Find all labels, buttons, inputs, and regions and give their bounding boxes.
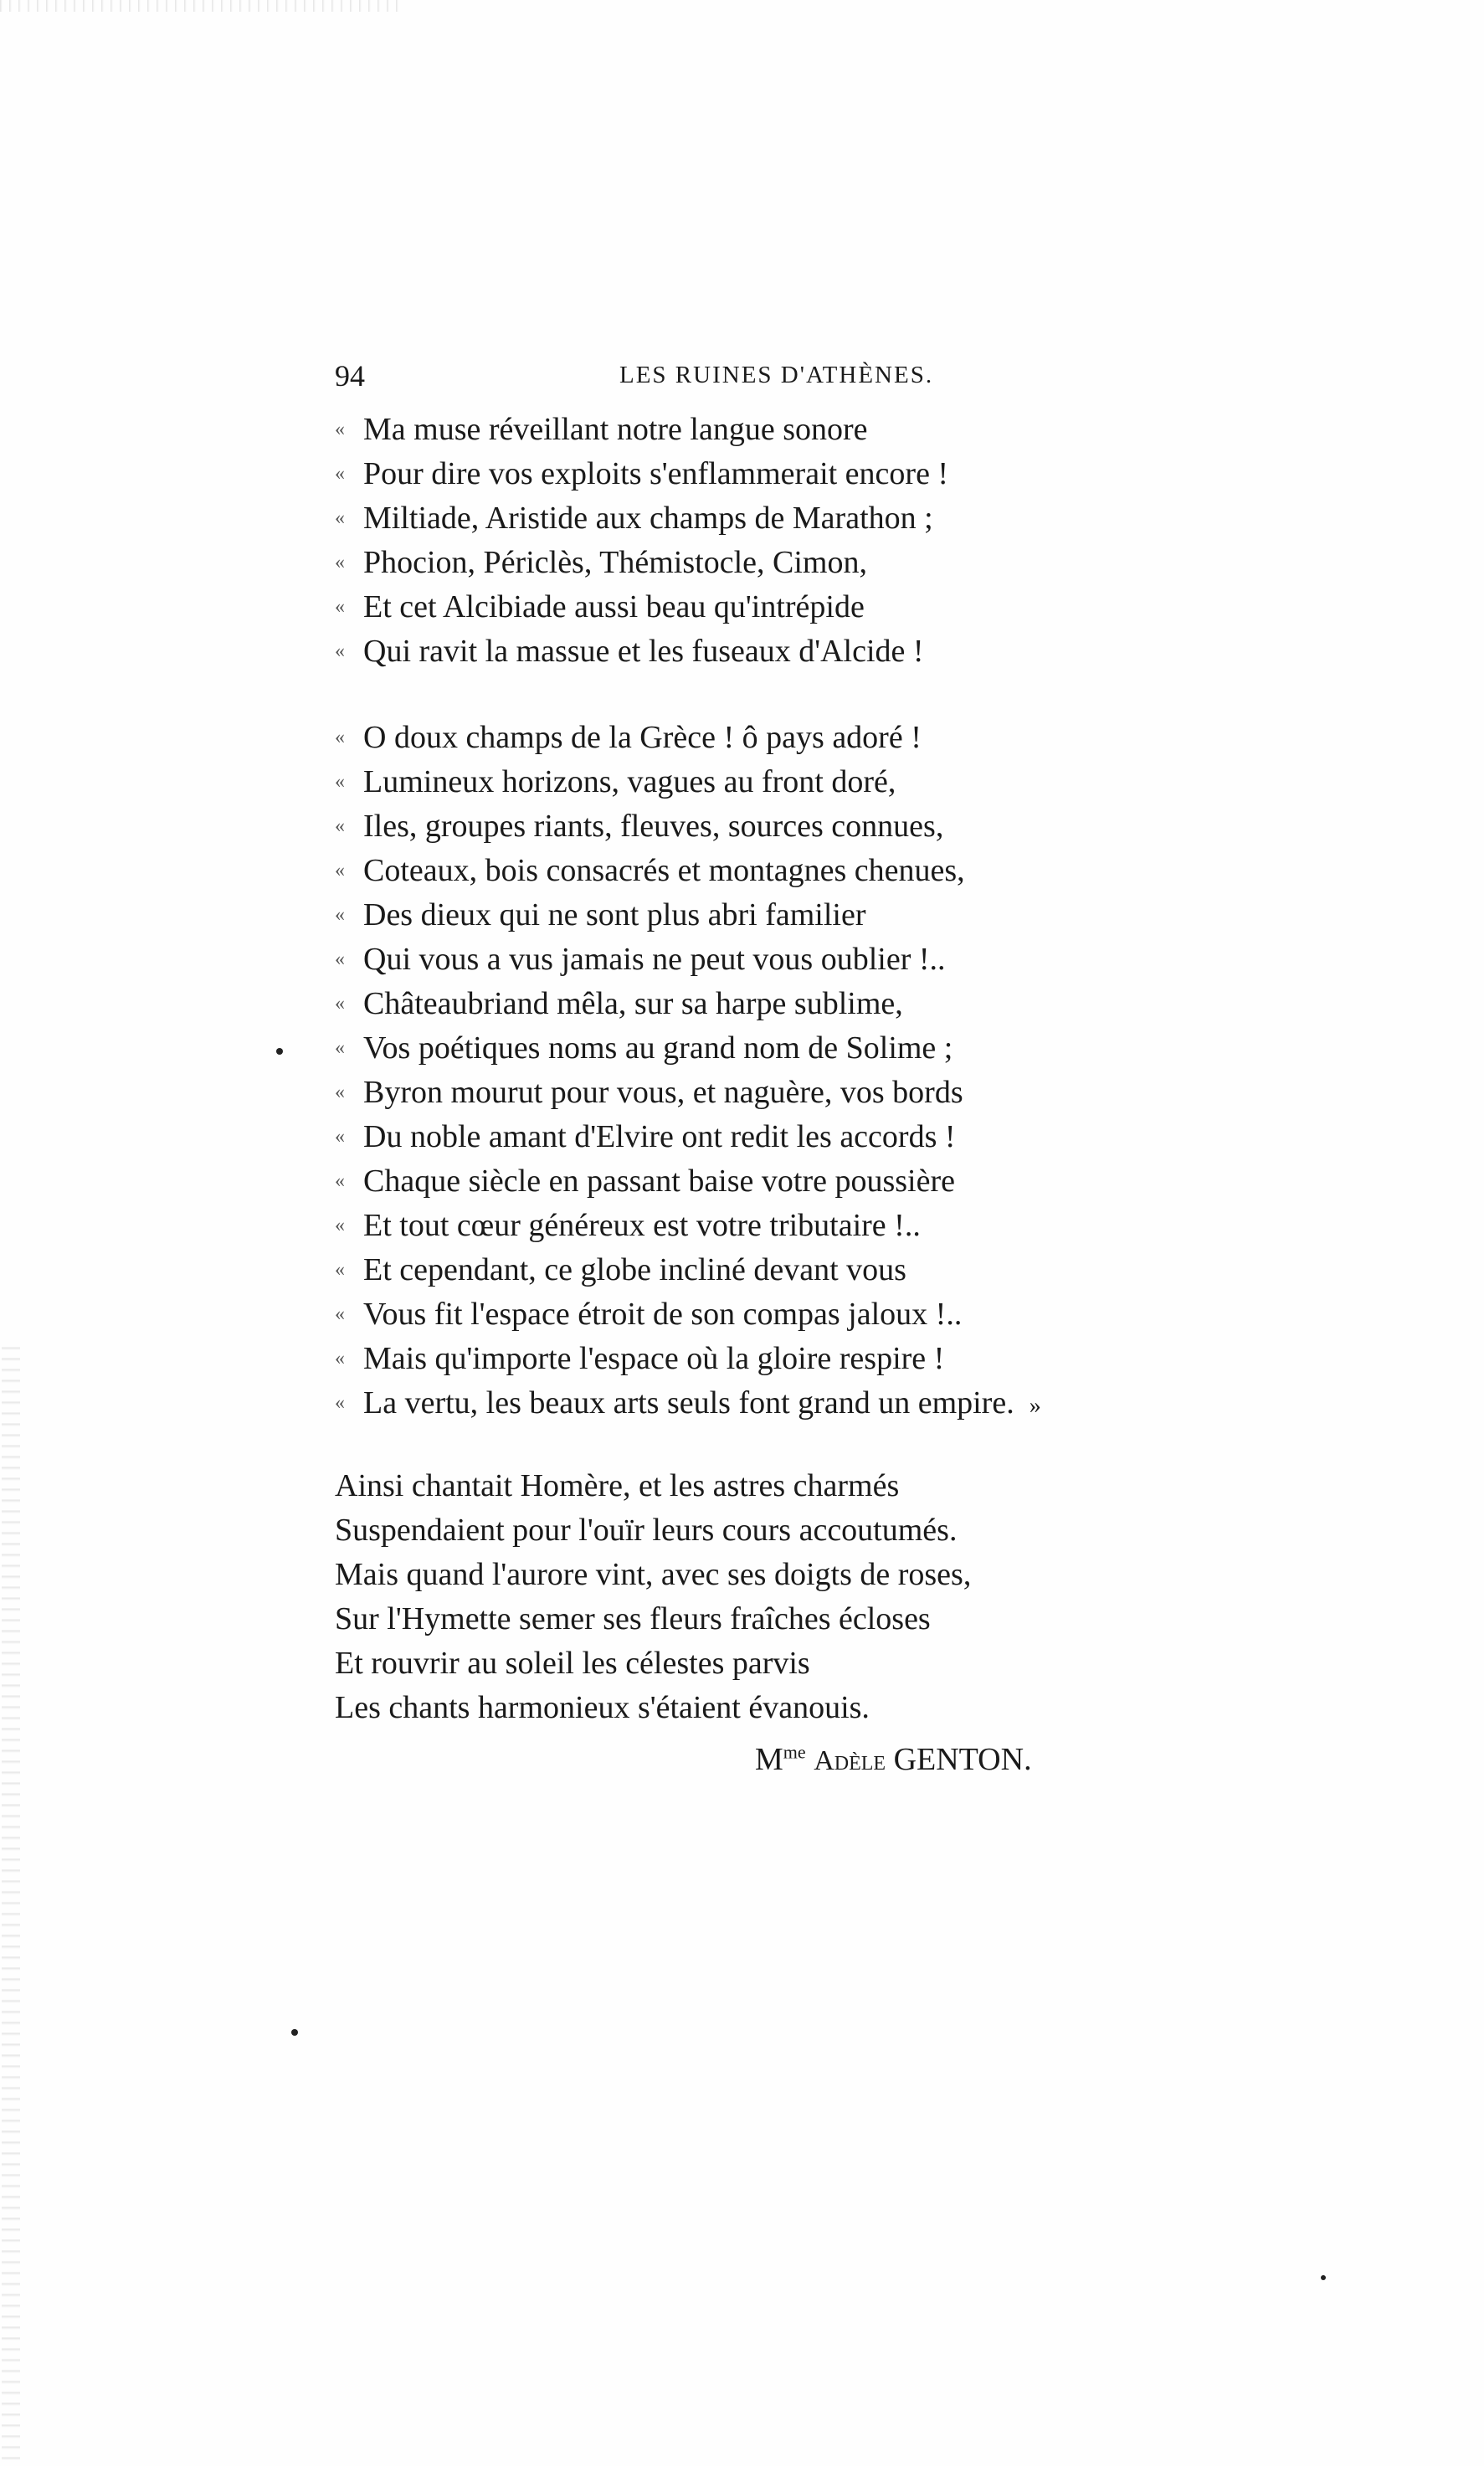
- verse-line: [335, 585, 1255, 629]
- verse-line: [335, 982, 1255, 1026]
- verse-text: Mais quand l'aurore vint, avec ses doigts de roses,: [335, 1557, 972, 1592]
- verse-text: Et cependant, ce globe incliné devant vous: [363, 1252, 906, 1287]
- opening-quote-mark: «: [335, 993, 345, 1015]
- verse-text: Mais qu'importe l'espace où la gloire respire !: [363, 1341, 945, 1376]
- opening-quote-mark: «: [335, 1303, 345, 1325]
- verse-line: [335, 496, 1255, 541]
- opening-quote-mark: «: [335, 815, 345, 837]
- opening-quote-mark: «: [335, 507, 345, 529]
- verse-line: [335, 1686, 1255, 1730]
- verse-text: Et cet Alcibiade aussi beau qu'intrépide: [363, 589, 865, 624]
- scan-noise-gutter: [2, 1339, 20, 2461]
- verse-text: Châteaubriand mêla, sur sa harpe sublime,: [363, 986, 903, 1021]
- verse-line: [335, 1115, 1255, 1159]
- verse-text: Coteaux, bois consacrés et montagnes chenues,: [363, 853, 965, 888]
- verse-line: [335, 1381, 1255, 1426]
- opening-quote-mark: «: [335, 1215, 345, 1236]
- author-signature: [755, 1741, 1032, 1778]
- verse-line: [335, 452, 1255, 496]
- verse-text: Lumineux horizons, vagues au front doré,: [363, 764, 896, 799]
- verse-text: La vertu, les beaux arts seuls font grand un empire.: [363, 1385, 1014, 1421]
- verse-text: Iles, groupes riants, fleuves, sources connues,: [363, 809, 944, 844]
- ink-speck: [276, 1048, 283, 1055]
- stanza-3: [335, 1464, 1255, 1730]
- verse-text: Qui ravit la massue et les fuseaux d'Alcide !: [363, 634, 924, 669]
- opening-quote-mark: «: [335, 948, 345, 970]
- verse-text: Vous fit l'espace étroit de son compas jaloux !..: [363, 1297, 963, 1332]
- page-header: [335, 358, 1122, 397]
- verse-line: [335, 541, 1255, 585]
- verse-text: Byron mourut pour vous, et naguère, vos bords: [363, 1075, 963, 1110]
- verse-line: [335, 1553, 1255, 1597]
- verse-line: [335, 938, 1255, 982]
- opening-quote-mark: «: [335, 1259, 345, 1281]
- opening-quote-mark: «: [335, 419, 345, 440]
- verse-line: [335, 1159, 1255, 1204]
- opening-quote-mark: «: [335, 860, 345, 881]
- stanza-1: [335, 408, 1255, 674]
- signature-title: M: [755, 1742, 783, 1777]
- opening-quote-mark: «: [335, 1081, 345, 1103]
- verse-line: [335, 1026, 1255, 1071]
- opening-quote-mark: «: [335, 1037, 345, 1059]
- verse-text: Et tout cœur généreux est votre tributaire !..: [363, 1208, 921, 1243]
- verse-line: [335, 760, 1255, 804]
- opening-quote-mark: «: [335, 463, 345, 485]
- verse-line: [335, 629, 1255, 674]
- opening-quote-mark: «: [335, 1392, 345, 1414]
- verse-text: Phocion, Périclès, Thémistocle, Cimon,: [363, 545, 867, 580]
- opening-quote-mark: «: [335, 640, 345, 662]
- opening-quote-mark: «: [335, 552, 345, 573]
- page-number: 94: [335, 359, 365, 393]
- verse-text: Et rouvrir au soleil les célestes parvis: [335, 1646, 810, 1681]
- verse-line: [335, 1337, 1255, 1381]
- verse-line: [335, 1641, 1255, 1686]
- scan-noise-top: [0, 0, 402, 12]
- verse-text: Ainsi chantait Homère, et les astres charmés: [335, 1468, 900, 1503]
- verse-line: [335, 1248, 1255, 1292]
- verse-line: [335, 804, 1255, 849]
- opening-quote-mark: «: [335, 596, 345, 618]
- verse-text: Pour dire vos exploits s'enflammerait encore !: [363, 456, 949, 491]
- verse-line: [335, 1071, 1255, 1115]
- opening-quote-mark: «: [335, 1348, 345, 1369]
- verse-line: [335, 893, 1255, 938]
- verse-line: [335, 1292, 1255, 1337]
- verse-text: O doux champs de la Grèce ! ô pays adoré !: [363, 720, 922, 755]
- signature-first-name: Adèle: [814, 1745, 886, 1776]
- verse-line: [335, 1597, 1255, 1641]
- verse-line: [335, 1508, 1255, 1553]
- verse-line: [335, 408, 1255, 452]
- ink-speck: [291, 2029, 298, 2036]
- running-title: LES RUINES D'ATHÈNES.: [619, 362, 934, 388]
- verse-text: Suspendaient pour l'ouïr leurs cours accoutumés.: [335, 1513, 958, 1548]
- verse-line: [335, 849, 1255, 893]
- verse-text: Du noble amant d'Elvire ont redit les accords !: [363, 1119, 956, 1154]
- opening-quote-mark: «: [335, 771, 345, 793]
- verse-line: [335, 1204, 1255, 1248]
- verse-line: [335, 1464, 1255, 1508]
- verse-text: Chaque siècle en passant baise votre poussière: [363, 1164, 955, 1199]
- stanza-2: [335, 716, 1255, 1426]
- verse-text: Miltiade, Aristide aux champs de Marathon ;: [363, 501, 933, 536]
- verse-line: [335, 716, 1255, 760]
- verse-text: Qui vous a vus jamais ne peut vous oublier !..: [363, 942, 946, 977]
- verse-text: Sur l'Hymette semer ses fleurs fraîches écloses: [335, 1601, 931, 1636]
- ink-speck: [1321, 2275, 1326, 2280]
- signature-last-name: GENTON.: [893, 1742, 1032, 1777]
- opening-quote-mark: «: [335, 1126, 345, 1148]
- opening-quote-mark: «: [335, 1170, 345, 1192]
- signature-title-sup: me: [783, 1741, 806, 1763]
- verse-text: Les chants harmonieux s'étaient évanouis.: [335, 1690, 870, 1725]
- opening-quote-mark: «: [335, 904, 345, 926]
- closing-quote-mark: »: [1029, 1393, 1041, 1419]
- verse-text: Des dieux qui ne sont plus abri familier: [363, 897, 866, 932]
- verse-text: Ma muse réveillant notre langue sonore: [363, 412, 868, 447]
- opening-quote-mark: «: [335, 727, 345, 748]
- verse-text: Vos poétiques noms au grand nom de Solime ;: [363, 1030, 953, 1066]
